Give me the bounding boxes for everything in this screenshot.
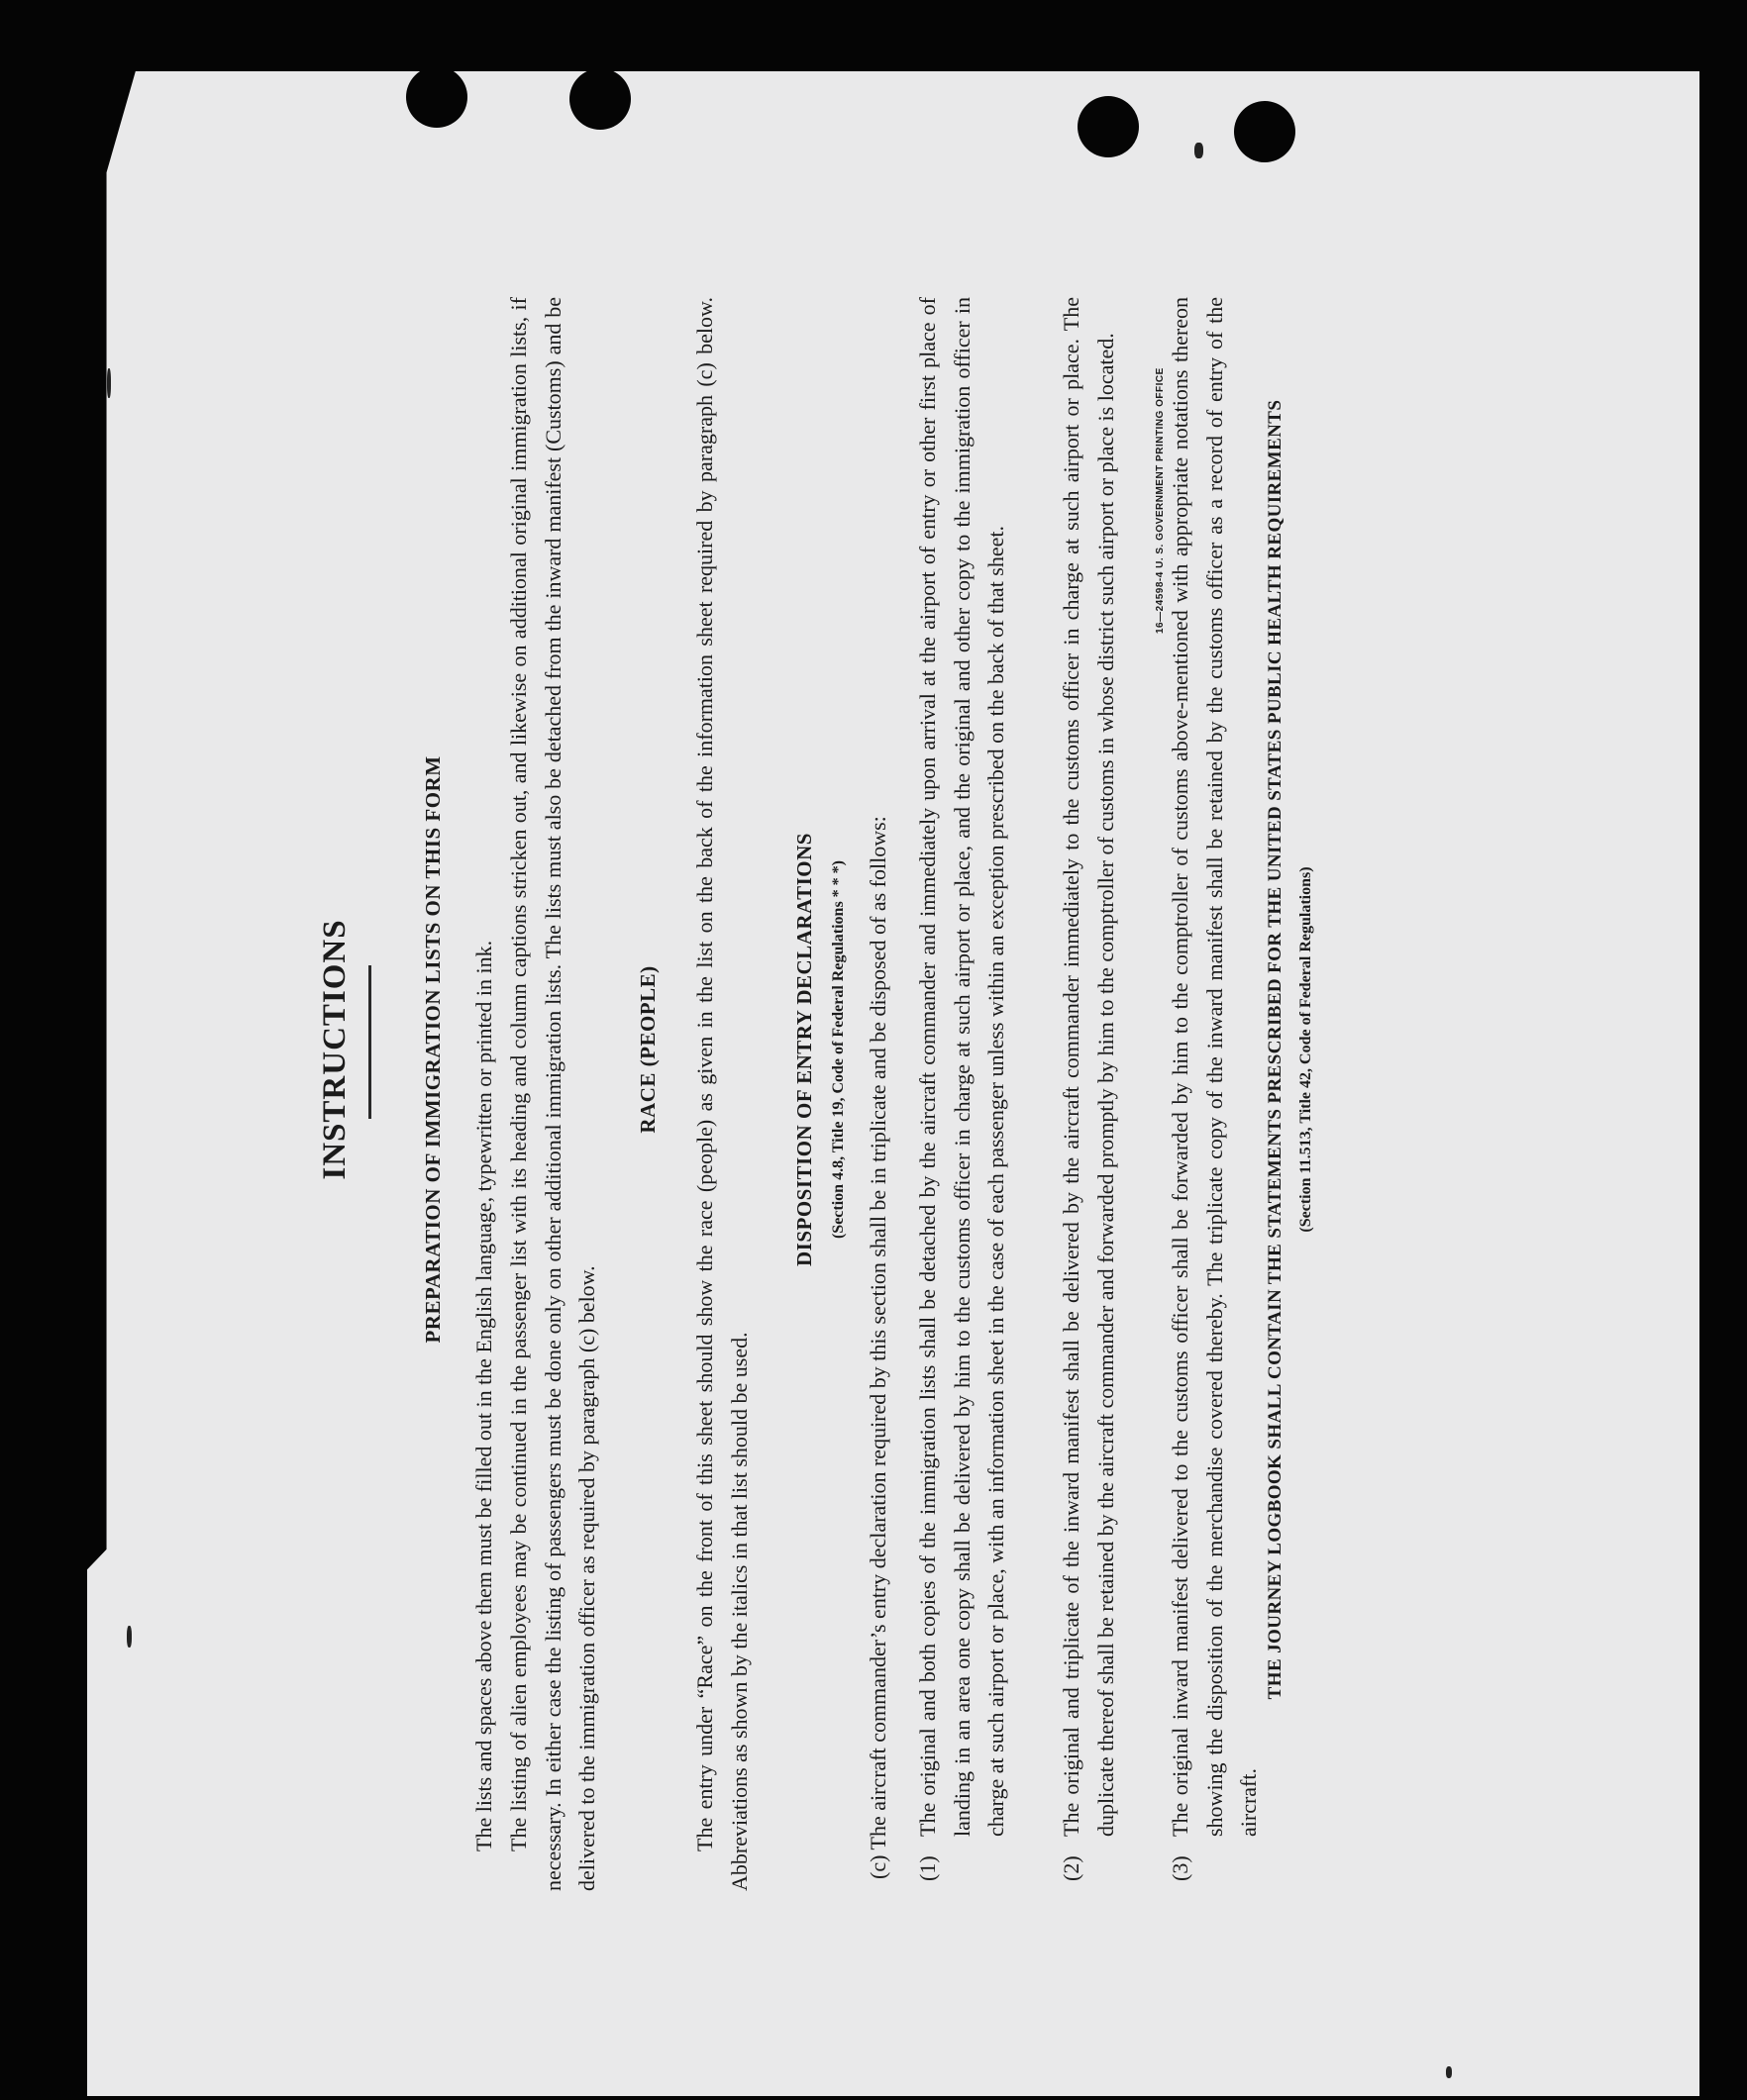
punch-hole — [569, 68, 631, 130]
footer-citation: (Section 11.513, Title 42, Code of Federal Regulations) — [1297, 866, 1314, 1233]
scan-speck — [127, 1626, 132, 1648]
preparation-paragraph-1: The lists and spaces above them must be filled out in the English language, typewritten or printed in ink. — [471, 940, 496, 1851]
scan-speck — [107, 368, 111, 398]
disposition-heading: DISPOSITION OF ENTRY DECLARATIONS — [792, 833, 816, 1266]
page-title: INSTRUCTIONS — [317, 919, 353, 1180]
preparation-heading: PREPARATION OF IMMIGRATION LISTS ON THIS FORM — [421, 755, 445, 1344]
item-text: The original and both copies of the immigration lists shall be detached by the aircraft commander and immediately upon arrival at the airport of entry or other first place of landing in an area one copy shall be delivered by him to the customs officer in charge at such airport or place, and the original and other copy to the immigration officer in charge at such airport or place, with an information sheet in the case of each passenger unless within an exception prescribed on the back of that sheet. — [915, 297, 1008, 1837]
scan-speck — [1194, 143, 1203, 158]
preparation-paragraph-2: The listing of alien employees may be continued in the passenger list with its heading and column captions stricken out, and likewise on additional original immigration lists, if necessary. In either case the listing of passengers must be done only on other additional immigration lists. The lists must also be detached from the inward manifest (Customs) and be delivered to the immigration officer as required by paragraph (c) below. — [506, 297, 599, 1891]
title-rule — [368, 965, 371, 1119]
punch-hole — [406, 66, 467, 128]
disposition-item — [1164, 297, 1267, 1881]
disposition-item — [1055, 297, 1123, 1881]
item-text: The original inward manifest delivered to the customs officer shall be forwarded by him to the comptroller of customs above-mentioned with appropriate notations thereon showing the disposition of the merchandise covered thereby. The triplicate copy of the inward manifest shall be retained by the customs officer as a record of entry of the aircraft. — [1168, 297, 1261, 1837]
punch-hole — [1078, 96, 1139, 157]
item-number: (3) — [1168, 1855, 1192, 1881]
disposition-intro: (c) The aircraft commander’s entry declaration required by this section shall be in triplicate and be disposed of as follows: — [866, 816, 890, 1879]
scan-speck — [1446, 2066, 1452, 2078]
disposition-item — [911, 297, 1014, 1881]
printer-mark: 16—24598-4 U. S. GOVERNMENT PRINTING OFFICE — [1155, 367, 1166, 634]
rotated-instructions — [317, 208, 1387, 1891]
item-number: (1) — [915, 1855, 940, 1881]
item-number: (2) — [1059, 1855, 1083, 1881]
disposition-citation: (Section 4.8, Title 19, Code of Federal Regulations * * *) — [830, 859, 847, 1240]
item-text: The original and triplicate of the inward manifest shall be delivered by the aircraft commander immediately to the customs officer in charge at such airport or place. The duplicate thereof shall be retained by the aircraft commander and forwarded promptly by him to the comptroller of customs in whose district such airport or place is located. — [1059, 297, 1118, 1837]
race-heading: RACE (PEOPLE) — [636, 965, 660, 1134]
race-paragraph: The entry under “Race” on the front of this sheet should show the race (people) as given in the list on the back of the information sheet required by paragraph (c) below. Abbreviations as shown by the italics in that list should be used. — [692, 297, 752, 1891]
punch-hole — [1234, 101, 1295, 162]
footer-statement: THE JOURNEY LOGBOOK SHALL CONTAIN THE STATEMENTS PRESCRIBED FOR THE UNITED STATES PUBLIC HEALTH REQUIREMENTS — [1265, 399, 1285, 1700]
